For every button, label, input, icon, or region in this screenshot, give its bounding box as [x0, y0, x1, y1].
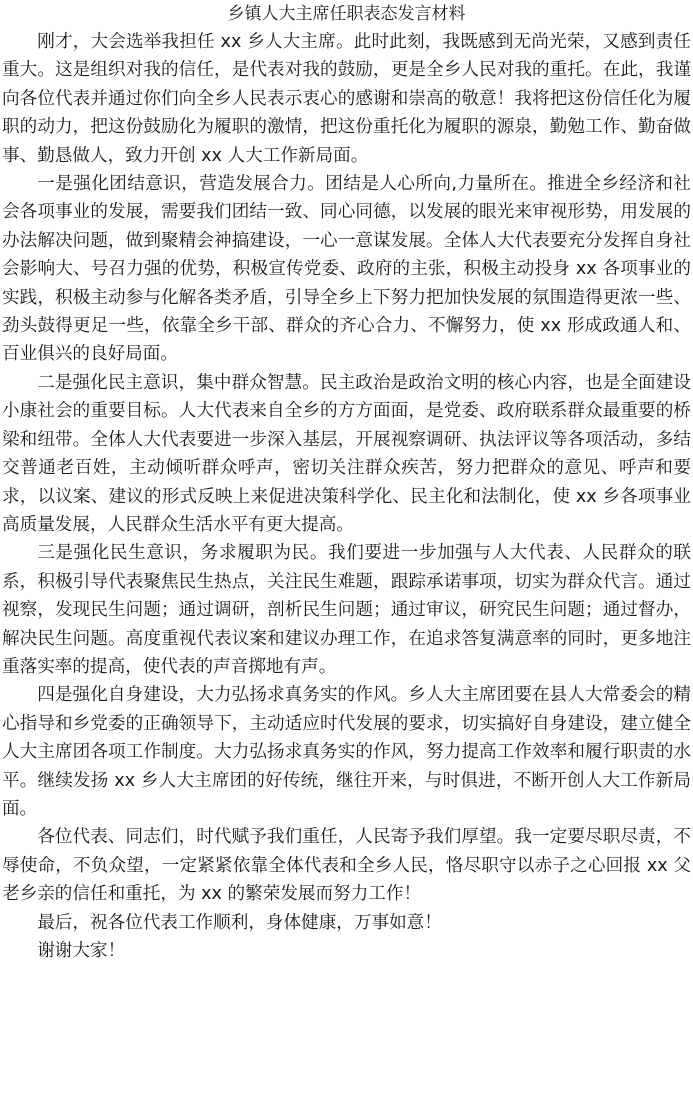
- paragraph-point-3: 三是强化民生意识，务求履职为民。我们要进一步加强与人大代表、人民群众的联系，积极引导代表聚焦民生热点，关注民生难题，跟踪承诺事项，切实为群众代言。通过视察，发现民生问题；通过调研，剖析民生问题；通过审议，研究民生问题；通过督办，解决民生问题。高度重视代表议案和建议办理工作，在追求答复满意率的同时，更多地注重落实率的提高，使代表的声音掷地有声。: [2, 543, 691, 677]
- paragraph-wishes: 最后，祝各位代表工作顺利，身体健康，万事如意！: [37, 912, 442, 933]
- paragraph-point-1: 一是强化团结意识，营造发展合力。团结是人心所向,力量所在。推进全乡经济和社会各项事业的发展，需要我们团结一致、同心同德，以发展的眼光来审视形势，用发展的办法解决问题，做到聚精会神搞建设，一心一意谋发展。全体人大代表要充分发挥自身社会影响大、号召力强的优势，积极宣传党委、政府的主张，积极主动投身 xx 各项事业的实践，积极主动参与化解各类矛盾，引导全乡上下努力把加快发展的氛围造得更浓一些、劲头鼓得更足一些，依靠全乡干部、群众的齐心合力、不懈努力，使 xx 形成政通人和、百业俱兴的良好局面。: [2, 174, 691, 365]
- paragraph-point-4: 四是强化自身建设，大力弘扬求真务实的作风。乡人大主席团要在县人大常委会的精心指导和乡党委的正确领导下，主动适应时代发展的要求，切实搞好自身建设，建立健全人大主席团各项工作制度。大力弘扬求真务实的作风，努力提高工作效率和履行职责的水平。继续发扬 xx 乡人大主席团的好传统，继往开来，与时俱进，不断开创人大工作新局面。: [2, 685, 691, 819]
- paragraph-thanks: 谢谢大家！: [37, 941, 126, 961]
- document-title: 乡镇人大主席任职表态发言材料: [227, 4, 466, 24]
- paragraph-commitment: 各位代表、同志们，时代赋予我们重任，人民寄予我们厚望。我一定要尽职尽责，不辱使命，不负众望，一定紧紧依靠全体代表和全乡人民，恪尽职守以赤子之心回报 xx 父老乡亲的信任和重托，为 xx 的繁荣发展而努力工作！: [2, 827, 691, 905]
- paragraph-opening: 刚才，大会选举我担任 xx 乡人大主席。此时此刻，我既感到无尚光荣，又感到责任重大。这是组织对我的信任，是代表对我的鼓励，更是全乡人民对我的重托。在此，我谨向各位代表并通过你们向全乡人民表示衷心的感谢和崇高的敬意！我将把这份信任化为履职的动力，把这份鼓励化为履职的激情，把这份重托化为履职的源泉，勤勉工作、勤奋做事、勤恳做人，致力开创 xx 人大工作新局面。: [2, 32, 691, 166]
- paragraph-point-2: 二是强化民主意识，集中群众智慧。民主政治是政治文明的核心内容，也是全面建设小康社会的重要目标。人大代表来自全乡的方方面面，是党委、政府联系群众最重要的桥梁和纽带。全体人大代表要进一步深入基层，开展视察调研、执法评议等各项活动，多结交普通老百姓，主动倾听群众呼声，密切关注群众疾苦，努力把群众的意见、呼声和要求，以议案、建议的形式反映上来促进决策科学化、民主化和法制化，使 xx 乡各项事业高质量发展，人民群众生活水平有更大提高。: [2, 372, 691, 535]
